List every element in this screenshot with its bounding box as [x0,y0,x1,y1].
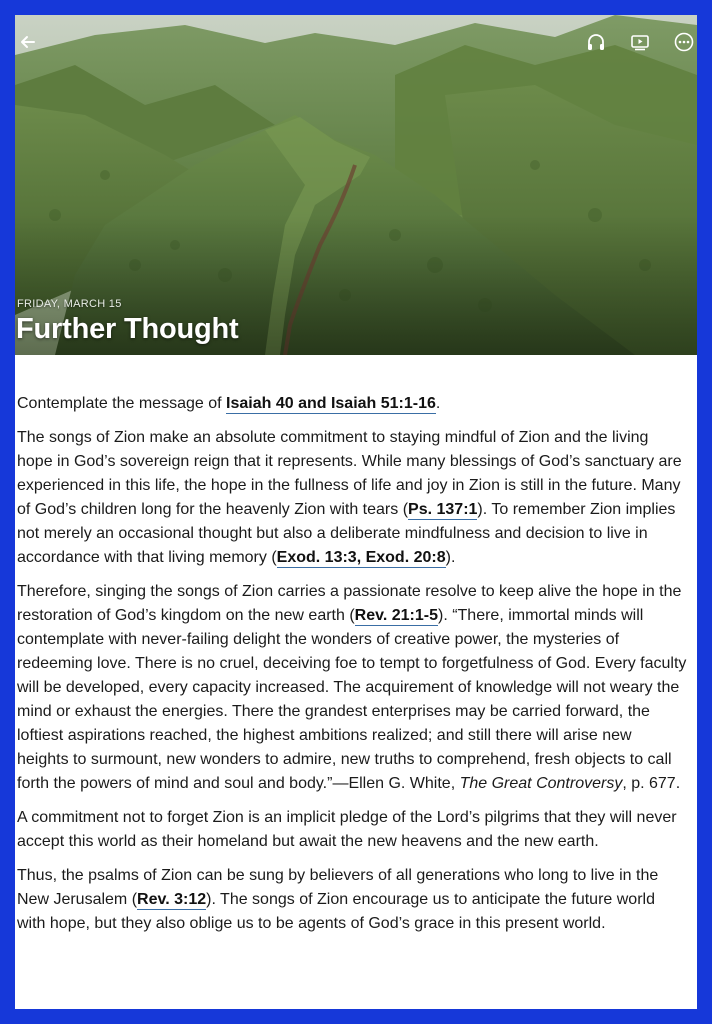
paragraph-text: Thus, the psalms of Zion can be sung by believers of all generations who long to live in the New Jerusalem ( [17,867,659,908]
scripture-link[interactable]: Rev. 21:1-5 [354,607,438,624]
app-screen [15,15,697,1009]
paragraph-3 [17,580,687,796]
page-title: Further Thought [16,313,239,345]
video-button[interactable] [629,31,651,53]
article-body [15,355,697,936]
paragraph-text: Contemplate the message of [17,395,227,412]
paragraph-text: ). The songs of Zion encourage us to anticipate the future world with hope, but they also oblige us to be agents of God’s grace in this present world. [17,891,655,932]
paragraph-text: ). “There, immortal minds will contemplate with never-failing delight the wonders of creative power, the mysteries of redeeming love. There is no cruel, deceiving foe to tempt to forgetfulness of God. Every faculty will be developed, every capacity increased. The acquirement of knowledge will not weary the mind or exhaust the energies. There the grandest enterprises may be carried forward, the loftiest aspirations reached, the highest ambitions realized; and still there will arise new heights to surmount, new wonders to admire, new truths to comprehend, fresh objects to call forth the powers of mind and soul and body.”—Ellen G. White, [17,607,687,792]
book-title: The Great Controversy [459,775,623,792]
arrow-left-icon [17,31,39,53]
paragraph-text: , p. 677. [622,775,681,792]
lesson-date: FRIDAY, MARCH 15 [17,298,122,310]
scripture-link[interactable]: Exod. 13:3, Exod. 20:8 [276,549,446,566]
more-options-icon [673,31,695,53]
paragraph-text: A commitment not to forget Zion is an implicit pledge of the Lord’s pilgrims that they will never accept this world as their homeland but await the new heavens and the new earth. [17,809,677,850]
paragraph-4 [17,806,687,854]
scripture-link[interactable]: Rev. 3:12 [137,891,207,908]
hero-toolbar [15,15,697,71]
paragraph-text: ). To remember Zion implies not merely an occasional thought but also a deliberate mindfulness and decision to live in accordance with that living memory ( [17,501,676,566]
paragraph-text: . [435,395,441,412]
video-play-icon [629,31,651,53]
paragraph-2 [17,426,687,570]
paragraph-text: Therefore, singing the songs of Zion carries a passionate resolve to keep alive the hope in the restoration of God’s kingdom on the new earth ( [17,583,682,624]
paragraph-5 [17,864,687,936]
paragraph-text: The songs of Zion make an absolute commitment to staying mindful of Zion and the living hope in God’s sovereign reign that it represents. While many blessings of God’s sanctuary are experienced in this life, the hope in the fullness of life and joy in Zion is still in the future. Many of God’s children long for the heavenly Zion with tears ( [17,429,682,518]
audio-button[interactable] [585,31,607,53]
paragraph-text: ). [445,549,456,566]
back-button[interactable] [17,31,39,53]
more-options-button[interactable] [673,31,695,53]
hero-image [15,15,697,355]
scripture-link[interactable]: Isaiah 40 and Isaiah 51:1-16 [226,395,436,412]
paragraph-1 [17,392,687,416]
headphones-icon [585,31,607,53]
scripture-link[interactable]: Ps. 137:1 [408,501,478,518]
